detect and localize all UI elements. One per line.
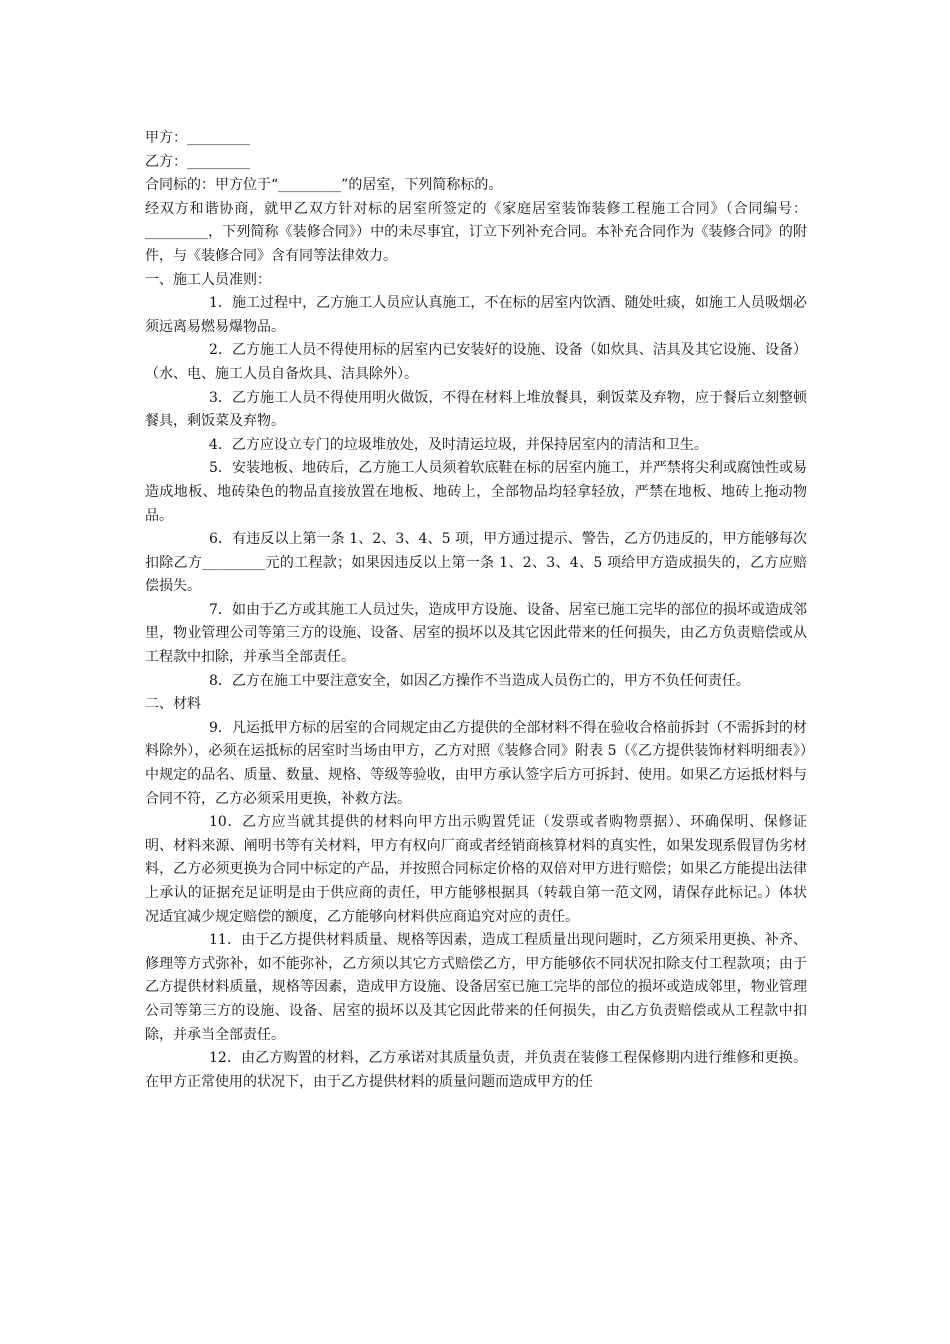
contract-preamble: 经双方和谐协商，就甲乙双方针对标的居室所签定的《家庭居室装饰装修工程施工合同》（合同编号：_________，下列简称《装修合同》）中的未尽事宜，订立下列补充合同。本补充合同作为《装修合同》的附件，与《装修合同》含有同等法律效力。 — [145, 200, 807, 264]
clause-1: 1．施工过程中，乙方施工人员应认真施工，不在标的居室内饮酒、随处吐痰，如施工人员吸烟必须远离易燃易爆物品。 — [145, 295, 807, 335]
clause-4: 4．乙方应设立专门的垃圾堆放处，及时清运垃圾，并保持居室内的清洁和卫生。 — [209, 436, 708, 453]
clause-2: 2．乙方施工人员不得使用标的居室内已安装好的设施、设备（如炊具、洁具及其它设施、设备）（水、电、施工人员自备炊具、洁具除外）。 — [145, 342, 807, 382]
section-heading-materials: 二、材料 — [145, 696, 201, 713]
clause-5: 5．安装地板、地砖后，乙方施工人员须着软底鞋在标的居室内施工，并严禁将尖利或腐蚀性或易造成地板、地砖染色的物品直接放置在地板、地砖上，全部物品均轻拿轻放，严禁在地板、地砖上拖动物品。 — [145, 460, 807, 524]
clause-3: 3．乙方施工人员不得使用明火做饭，不得在材料上堆放餐具，剩饭菜及弃物，应于餐后立刻整顿餐具，剩饭菜及弃物。 — [145, 389, 807, 430]
clause-6: 6．有违反以上第一条 1、2、3、4、5 项，甲方通过提示、警告，乙方仍违反的，甲方能够每次扣除乙方_________元的工程款；如果因违反以上第一条 1、2、3、4、5 项给甲方造成损失的，乙方应赔偿损失。 — [145, 531, 807, 595]
section-heading-personnel: 一、施工人员准则： — [145, 271, 271, 288]
contract-page — [145, 127, 807, 1094]
clause-7: 7．如由于乙方或其施工人员过失，造成甲方设施、设备、居室已施工完毕的部位的损坏或造成邻里，物业管理公司等第三方的设施、设备、居室的损坏以及其它因此带来的任何损失，由乙方负责赔偿或从工程款中扣除，并承当全部责任。 — [145, 601, 807, 666]
clause-8: 8．乙方在施工中要注意安全，如因乙方操作不当造成人员伤亡的，甲方不负任何责任。 — [209, 672, 750, 689]
contract-subject: 合同标的：甲方位于“_________”的居室，下列简称标的。 — [145, 177, 503, 194]
party-b-line: 乙方：_________ — [145, 153, 250, 170]
clause-10: 10．乙方应当就其提供的材料向甲方出示购置凭证（发票或者购物票据）、环确保明、保修证明、材料来源、阐明书等有关材料，甲方有权向厂商或者经销商核算材料的真实性，如果发现系假冒伪劣材料，乙方必须更换为合同中标定的产品，并按照合同标定价格的双倍对甲方进行赔偿；如果乙方能提出法律上承认的证据充足证明是由于供应商的责任，甲方能够根据具（转载自第一范文网，请保存此标记。）体状况适宜减少规定赔偿的额度，乙方能够向材料供应商追究对应的责任。 — [145, 814, 807, 925]
clause-12: 12．由乙方购置的材料，乙方承诺对其质量负责，并负责在装修工程保修期内进行维修和更换。在甲方正常使用的状况下，由于乙方提供材料的质量问题而造成甲方的任 — [145, 1050, 807, 1090]
party-a-line: 甲方：_________ — [145, 130, 250, 146]
clause-11: 11．由于乙方提供材料质量、规格等因素，造成工程质量出现问题时，乙方须采用更换、补齐、修理等方式弥补，如不能弥补，乙方须以其它方式赔偿乙方，甲方能够依不同状况扣除支付工程款项；由于乙方提供材料质量，规格等因素，造成甲方设施、设备居室已施工完毕的部位的损坏或造成邻里，物业管理公司等第三方的设施、设备、居室的损坏以及其它因此带来的任何损失，由乙方负责赔偿或从工程款中扣除，并承当全部责任。 — [145, 932, 807, 1043]
clause-9: 9．凡运抵甲方标的居室的合同规定由乙方提供的全部材料不得在验收合格前拆封（不需拆封的材料除外），必须在运抵标的居室时当场由甲方，乙方对照《装修合同》附表 5（《乙方提供装饰材料明细表》）中规定的品名、质量、数量、规格、等级等验收，由甲方承认签字后方可拆封、使用。如果乙方运抵材料与合同不符，乙方必须采用更换，补救方法。 — [145, 719, 807, 807]
